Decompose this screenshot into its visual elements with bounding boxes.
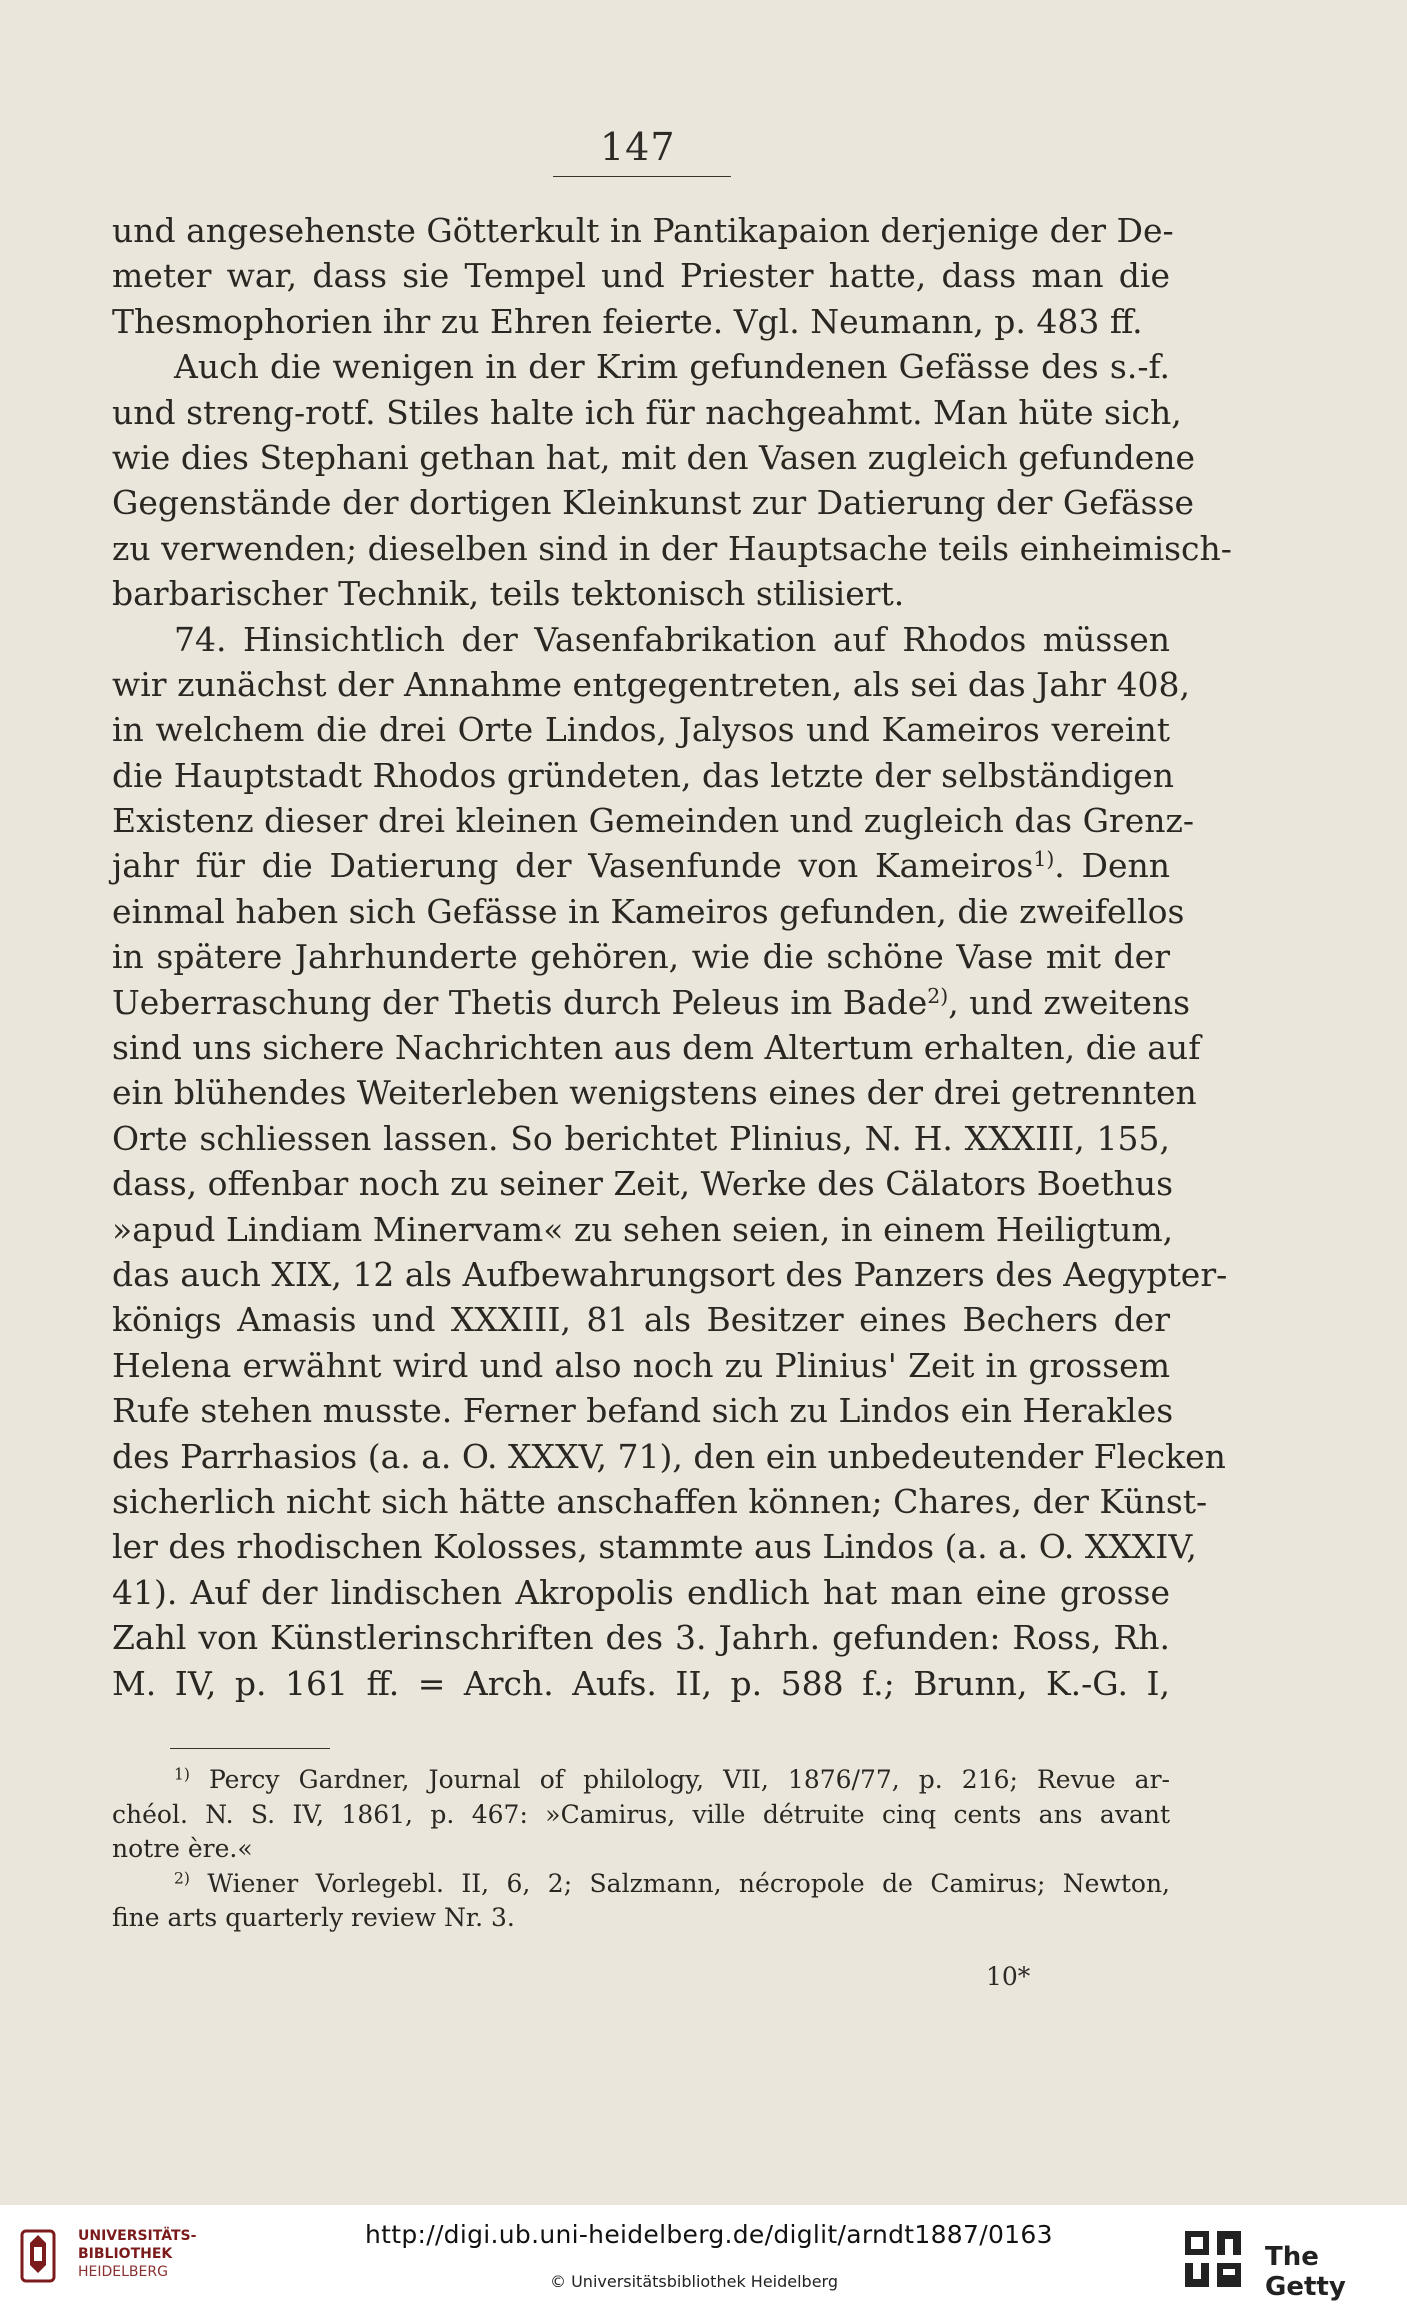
library-name-line-1: UNIVERSITÄTS-: [78, 2228, 197, 2244]
copyright-notice: © Universitätsbibliothek Heidelberg: [550, 2272, 839, 2291]
text-line-20: ein blühendes Weiterleben wenigstens eines der drei getrennten: [112, 1073, 1197, 1113]
text-line-23: »apud Lindiam Minervam« zu sehen seien, in einem Heiligtum,: [112, 1209, 1174, 1249]
body-text: [112, 208, 1232, 1706]
footnote-2-line-1-text: Wiener Vorlegebl. II, 6, 2; Salzmann, nécropole de Camirus; Newton,: [207, 1868, 1171, 1898]
footnote-1-line-2: chéol. N. S. IV, 1861, p. 467: »Camirus, ville détruite cinq cents ans avant: [112, 1799, 1170, 1829]
text-line-21: Orte schliessen lassen. So berichtet Plinius, N. H. XXXIII, 155,: [112, 1118, 1170, 1158]
text-line-18: [112, 980, 1191, 1025]
text-line-31: 41). Auf der lindischen Akropolis endlich hat man eine grosse: [112, 1572, 1170, 1612]
text-line-28: des Parrhasios (a. a. O. XXXV, 71), den ein unbedeutender Flecken: [112, 1436, 1226, 1476]
text-line-19: sind uns sichere Nachrichten aus dem Altertum erhalten, die auf: [112, 1028, 1201, 1068]
text-line-33: M. IV, p. 161 ff. = Arch. Aufs. II, p. 588 f.; Brunn, K.-G. I,: [112, 1663, 1170, 1703]
text-line-30: ler des rhodischen Kolosses, stammte aus Lindos (a. a. O. XXXIV,: [112, 1527, 1197, 1567]
text-line-12: in welchem die drei Orte Lindos, Jalysos und Kameiros vereint: [112, 710, 1170, 750]
text-line-4: Auch die wenigen in der Krim gefundenen Gefässe des s.-f.: [174, 347, 1170, 387]
text-line-5: und streng-rotf. Stiles halte ich für nachgeahmt. Man hüte sich,: [112, 392, 1182, 432]
text-line-15-start: jahr für die Datierung der Vasenfunde von Kameiros: [112, 846, 1034, 886]
getty-logo-icon: [1183, 2229, 1243, 2291]
text-line-9: barbarischer Technik, teils tektonisch stilisiert.: [112, 574, 905, 614]
footnote-1-line-3: notre ère.«: [112, 1834, 253, 1863]
text-line-26: Helena erwähnt wird und also noch zu Plinius' Zeit in grossem: [112, 1345, 1170, 1385]
text-line-6: wie dies Stephani gethan hat, mit den Vasen zugleich gefundene: [112, 437, 1196, 477]
footnote-1-line-1: [112, 1763, 1170, 1798]
text-line-32: Zahl von Künstlerinschriften des 3. Jahrh. gefunden: Ross, Rh.: [112, 1618, 1170, 1658]
text-line-29: sicherlich nicht sich hätte anschaffen können; Chares, der Künst-: [112, 1481, 1208, 1521]
text-line-3: Thesmophorien ihr zu Ehren feierte. Vgl. Neumann, p. 483 ff.: [112, 301, 1143, 341]
library-name: [78, 2227, 196, 2281]
university-library-logo-icon: [16, 2225, 60, 2287]
text-line-15: [112, 843, 1170, 888]
footnote-ref-2: 2): [927, 983, 949, 1008]
library-name-line-3: HEIDELBERG: [78, 2264, 168, 2280]
text-line-13: die Hauptstadt Rhodos gründeten, das letzte der selbständigen: [112, 755, 1175, 795]
text-line-2: meter war, dass sie Tempel und Priester hatte, dass man die: [112, 256, 1170, 296]
text-line-18-start: Ueberraschung der Thetis durch Peleus im Bade: [112, 982, 928, 1022]
footnote-1-marker: 1): [174, 1765, 190, 1784]
text-line-25: königs Amasis und XXXIII, 81 als Besitzer eines Bechers der: [112, 1300, 1170, 1340]
page-number: 147: [600, 125, 676, 169]
footnote-rule: [170, 1748, 330, 1749]
text-line-22: dass, offenbar noch zu seiner Zeit, Werke des Cälators Boethus: [112, 1164, 1174, 1204]
page-number-rule: [553, 176, 731, 177]
digitization-footer: [0, 2205, 1407, 2310]
footnote-ref-1: 1): [1033, 847, 1055, 872]
text-line-18-end: , und zweitens: [948, 982, 1191, 1022]
footnote-2-line-2: fine arts quarterly review Nr. 3.: [112, 1903, 515, 1932]
footnote-2-marker: 2): [174, 1868, 190, 1887]
source-url-link[interactable]: http://digi.ub.uni-heidelberg.de/diglit/arndt1887/0163: [365, 2220, 1053, 2249]
footnotes: [112, 1763, 1170, 1936]
printer-signature: 10*: [986, 1962, 1031, 1991]
text-line-17: in spätere Jahrhunderte gehören, wie die schöne Vase mit der: [112, 937, 1170, 977]
text-line-10: 74. Hinsichtlich der Vasenfabrikation auf Rhodos müssen: [174, 619, 1170, 659]
footnote-2-line-1: [112, 1867, 1170, 1902]
text-line-8: zu verwenden; dieselben sind in der Hauptsache teils einheimisch-: [112, 528, 1232, 568]
library-name-line-2: BIBLIOTHEK: [78, 2246, 173, 2262]
text-line-27: Rufe stehen musste. Ferner befand sich zu Lindos ein Herakles: [112, 1391, 1174, 1431]
text-line-1: und angesehenste Götterkult in Pantikapaion derjenige der De-: [112, 211, 1174, 250]
text-line-15-end: . Denn: [1054, 846, 1170, 886]
text-line-11: wir zunächst der Annahme entgegentreten, als sei das Jahr 408,: [112, 664, 1191, 704]
footnote-1-line-1-text: Percy Gardner, Journal of philology, VII, 1876/77, p. 216; Revue ar-: [208, 1765, 1170, 1794]
getty-name: The Getty: [1265, 2242, 1346, 2302]
text-line-7: Gegenstände der dortigen Kleinkunst zur Datierung der Gefässe: [112, 483, 1195, 523]
text-line-24: das auch XIX, 12 als Aufbewahrungsort des Panzers des Aegypter-: [112, 1254, 1228, 1294]
text-line-16: einmal haben sich Gefässe in Kameiros gefunden, die zweifellos: [112, 891, 1185, 931]
text-line-14: Existenz dieser drei kleinen Gemeinden und zugleich das Grenz-: [112, 801, 1195, 841]
